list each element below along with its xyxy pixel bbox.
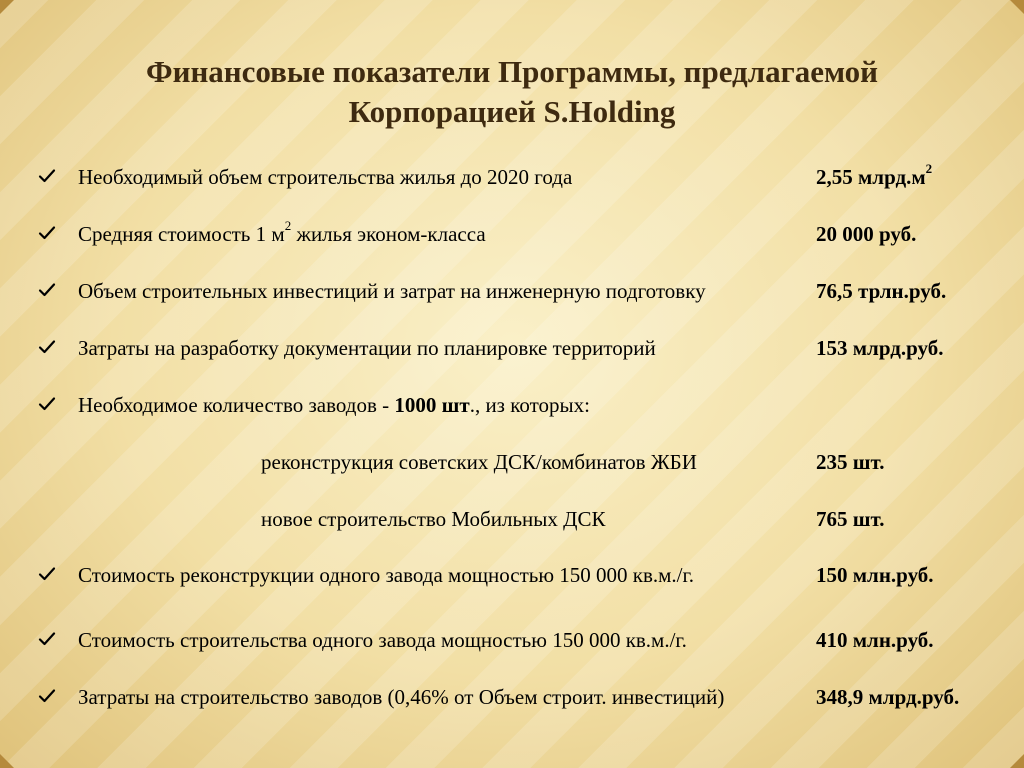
indicator-value: 20 000 руб. <box>816 222 917 246</box>
indicator-row-construction-investment <box>0 276 1024 306</box>
corner-ornament-bottom-left <box>0 754 14 768</box>
checkmark-icon <box>38 219 58 249</box>
indicator-row-housing-volume <box>0 162 1024 192</box>
slide-title <box>40 52 984 132</box>
indicator-label: Затраты на строительство заводов (0,46% от Объем строит. инвестиций) <box>78 685 725 709</box>
indicator-row-factory-construction-cost <box>0 625 1024 655</box>
corner-ornament-top-left <box>0 0 14 14</box>
indicator-row-factory-count <box>0 390 1024 420</box>
checkmark-icon <box>38 625 58 655</box>
indicator-label: Средняя стоимость 1 $м^2$ жилья эконом-класса <box>78 218 486 246</box>
slide-title-line-1: Финансовые показатели Программы, предлагаемой <box>145 54 879 89</box>
checkmark-icon <box>38 560 58 590</box>
indicator-label: Необходимое количество заводов - 1000 шт., из которых: <box>78 393 590 417</box>
indicator-row-factories-total-cost <box>0 682 1024 712</box>
corner-ornament-top-right <box>1010 0 1024 14</box>
indicator-subrow-reconstruction <box>0 447 1024 477</box>
corner-ornament-bottom-right <box>1010 754 1024 768</box>
indicator-label: реконструкция советских ДСК/комбинатов ЖБИ <box>261 450 697 474</box>
indicator-row-planning-documentation <box>0 333 1024 363</box>
indicator-label: новое строительство Мобильных ДСК <box>261 507 606 531</box>
indicator-value: 2,55 $млрд.м^2$ <box>816 161 933 189</box>
indicator-value: 765 шт. <box>816 507 885 531</box>
indicator-label: Затраты на разработку документации по планировке территорий <box>78 336 656 360</box>
slide-title-line-2: Корпорацией S.Holding <box>348 94 676 129</box>
indicator-label: Стоимость строительства одного завода мощностью 150 000 кв.м./г. <box>78 628 687 652</box>
indicator-value: 235 шт. <box>816 450 885 474</box>
checkmark-icon <box>38 162 58 192</box>
indicator-subrow-new-construction <box>0 504 1024 534</box>
indicator-value: 153 млрд.руб. <box>816 336 944 360</box>
checkmark-icon <box>38 333 58 363</box>
checkmark-icon <box>38 390 58 420</box>
indicator-value: 348,9 млрд.руб. <box>816 685 960 709</box>
checkmark-icon <box>38 682 58 712</box>
indicator-label: Объем строительных инвестиций и затрат на инженерную подготовку <box>78 279 706 303</box>
indicator-value: 150 млн.руб. <box>816 563 934 587</box>
indicator-value: 76,5 трлн.руб. <box>816 279 947 303</box>
indicator-row-reconstruction-cost <box>0 560 1024 590</box>
indicator-label: Стоимость реконструкции одного завода мощностью 150 000 кв.м./г. <box>78 563 695 587</box>
indicator-label: Необходимый объем строительства жилья до 2020 года <box>78 165 573 189</box>
indicator-row-average-cost <box>0 219 1024 249</box>
checkmark-icon <box>38 276 58 306</box>
indicator-value: 410 млн.руб. <box>816 628 934 652</box>
